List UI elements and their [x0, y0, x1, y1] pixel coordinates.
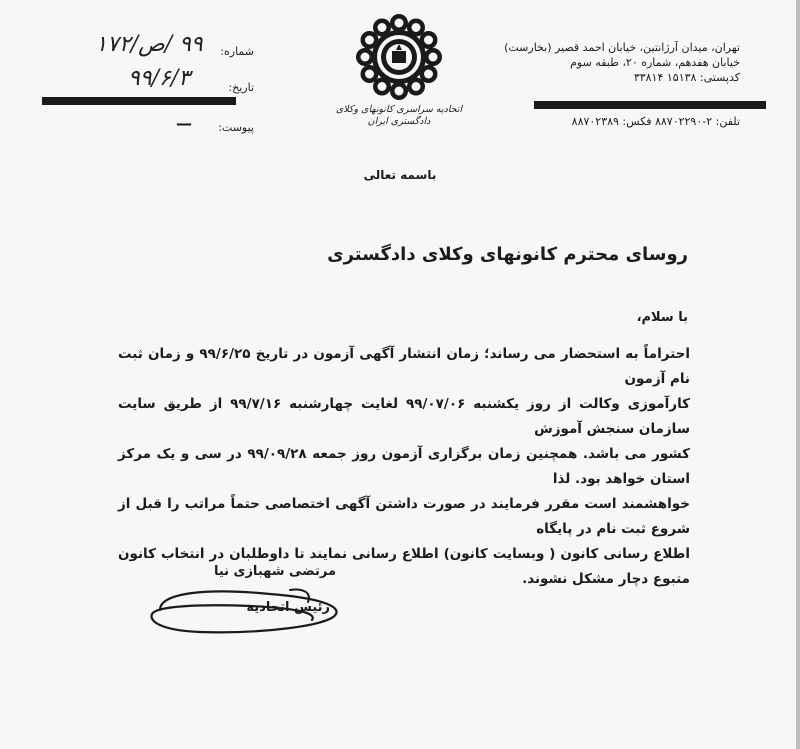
number-label: شماره:	[220, 45, 254, 58]
greeting: با سلام،	[636, 310, 688, 325]
header-rule-left	[42, 97, 236, 105]
attachment-label: پیوست:	[218, 121, 254, 134]
union-emblem-icon	[356, 14, 442, 100]
address-block	[500, 40, 740, 85]
letter-title: روسای محترم کانونهای وکلای دادگستری	[327, 244, 688, 265]
phone-fax: تلفن: ۲-۸۸۷۰۲۲۹۰ فکس: ۸۸۷۰۲۳۸۹	[571, 115, 740, 128]
letter-body	[118, 342, 690, 592]
body-line: اطلاع رسانی کانون ( وبسایت کانون) اطلاع رسانی نمایند تا داوطلبان در انتخاب کانون متبوع دچار مشکل نشوند.	[118, 546, 690, 587]
body-line: کارآموزی وکالت از روز یکشنبه ۹۹/۰۷/۰۶ لغایت چهارشنبه ۹۹/۷/۱۶ از طریق سایت سازمان سنجش آموزش	[118, 396, 690, 437]
body-line: احتراماً به استحضار می رساند؛ زمان انتشار آگهی آزمون در تاریخ ۹۹/۶/۲۵ و زمان ثبت نام آزمون	[118, 346, 691, 387]
body-line: کشور می باشد. همچنین زمان برگزاری آزمون روز جمعه ۹۹/۰۹/۲۸ در سی و یک مرکز استان خواهد بود. لذا	[118, 446, 690, 487]
number-value: ۹۹ /ص/۱۷۲	[95, 32, 203, 57]
invocation: باسمه تعالی	[363, 168, 437, 182]
postal-code: کدپستی: ۱۵۱۳۸ ۳۳۸۱۴	[633, 71, 740, 84]
header-rule-right	[534, 101, 766, 109]
date-label: تاریخ:	[228, 81, 254, 94]
address-line-1: تهران، میدان آرژانتین، خیابان احمد قصیر (بخارست)	[504, 41, 740, 54]
date-value: ۹۹/۶/۳	[127, 66, 191, 91]
signer-name: مرتضی شهبازی نیا	[213, 564, 336, 579]
body-line: خواهشمند است مقرر فرمایند در صورت داشتن آگهی اختصاصی حتماً مراتب را قبل از شروع ثبت نام در پایگاه	[118, 496, 690, 537]
signer-title: رئیس اتحادیه	[246, 600, 330, 615]
scan-edge	[796, 0, 800, 749]
address-line-2: خیابان هفدهم، شماره ۲۰، طبقه سوم	[570, 56, 740, 69]
emblem-caption: اتحادیه سراسری کانونهای وکلای دادگستری ایران	[335, 104, 463, 127]
attachment-value: —	[176, 114, 192, 133]
